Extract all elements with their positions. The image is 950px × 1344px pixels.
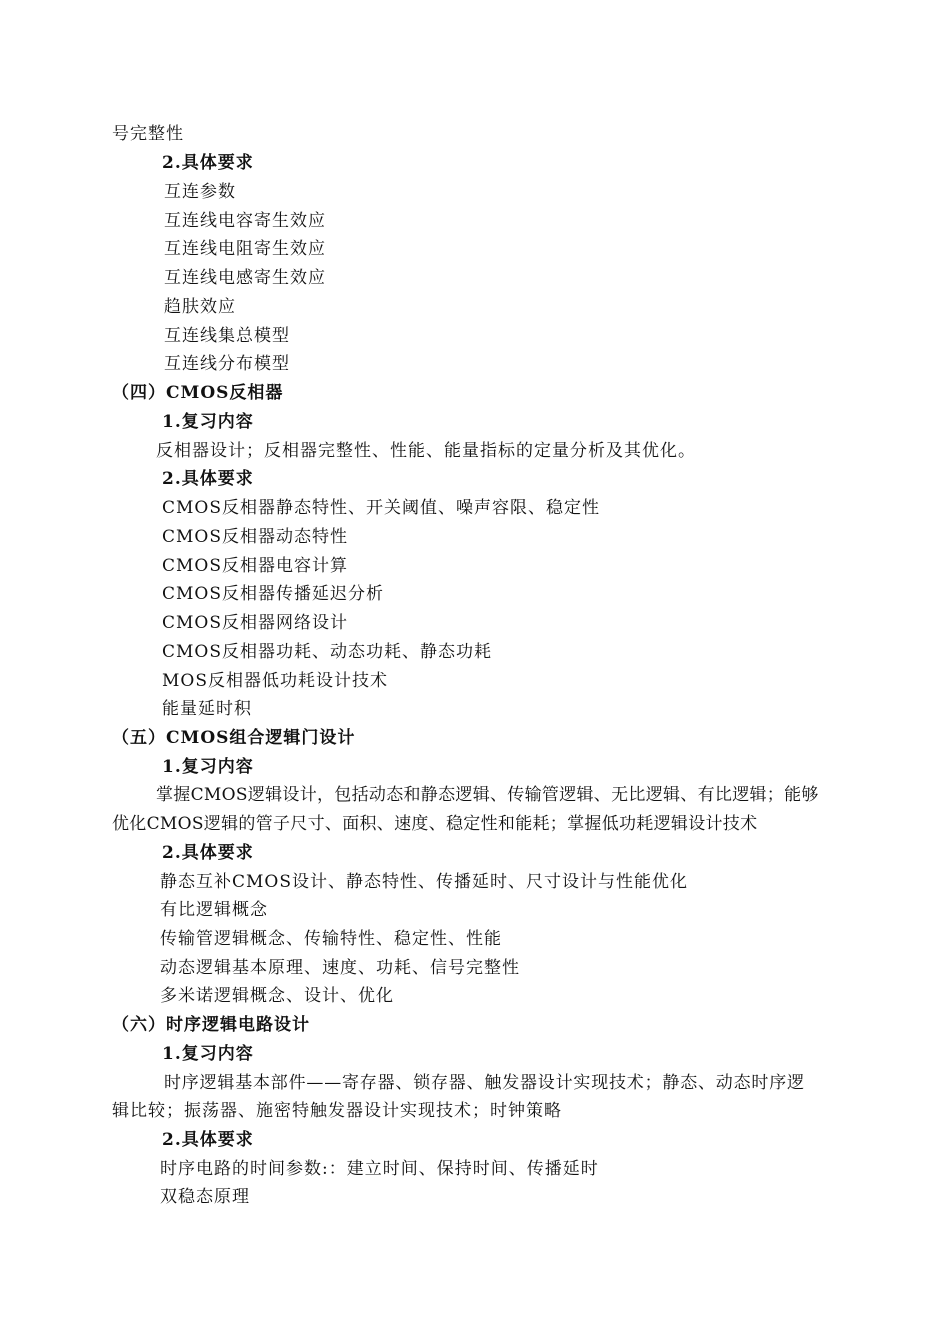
section3-continuation-text: 号完整性 bbox=[112, 124, 184, 144]
section4-requirement-item: CMOS反相器网络设计 bbox=[162, 613, 348, 633]
section5-review-text: 掌握CMOS逻辑设计，包括动态和静态逻辑、传输管逻辑、无比逻辑、有比逻辑；能够 bbox=[156, 785, 819, 805]
section6-requirements-heading: 2.具体要求 bbox=[162, 1130, 254, 1150]
section5-requirement-item: 静态互补CMOS设计、静态特性、传播延时、尺寸设计与性能优化 bbox=[160, 872, 688, 892]
section4-requirement-item: 能量延时积 bbox=[162, 699, 252, 719]
section4-requirement-item: CMOS反相器动态特性 bbox=[162, 527, 348, 547]
section5-title: （五）CMOS组合逻辑门设计 bbox=[112, 728, 356, 748]
section3-requirement-item: 互连线集总模型 bbox=[164, 326, 290, 346]
section6-review-heading: 1.复习内容 bbox=[162, 1044, 254, 1064]
section4-review-heading: 1.复习内容 bbox=[162, 412, 254, 432]
section5-requirement-item: 传输管逻辑概念、传输特性、稳定性、性能 bbox=[160, 929, 502, 949]
section3-requirement-item: 互连线电阻寄生效应 bbox=[164, 239, 326, 259]
section6-requirement-item: 双稳态原理 bbox=[160, 1187, 250, 1207]
section4-requirements-heading: 2.具体要求 bbox=[162, 469, 254, 489]
section5-requirement-item: 多米诺逻辑概念、设计、优化 bbox=[160, 986, 394, 1006]
section4-requirement-item: CMOS反相器传播延迟分析 bbox=[162, 584, 384, 604]
section4-requirement-item: CMOS反相器静态特性、开关阈值、噪声容限、稳定性 bbox=[162, 498, 600, 518]
section3-requirement-item: 互连线电感寄生效应 bbox=[164, 268, 326, 288]
section5-requirement-item: 有比逻辑概念 bbox=[160, 900, 268, 920]
section6-review-text: 时序逻辑基本部件——寄存器、锁存器、触发器设计实现技术；静态、动态时序逻 bbox=[164, 1073, 805, 1093]
section5-requirements-heading: 2.具体要求 bbox=[162, 843, 254, 863]
section4-review-text: 反相器设计；反相器完整性、性能、能量指标的定量分析及其优化。 bbox=[156, 441, 696, 461]
section3-requirement-item: 互连参数 bbox=[164, 182, 236, 202]
section6-requirement-item: 时序电路的时间参数:：建立时间、保持时间、传播延时 bbox=[160, 1159, 599, 1179]
section3-requirement-item: 趋肤效应 bbox=[164, 297, 236, 317]
section3-requirement-item: 互连线电容寄生效应 bbox=[164, 211, 326, 231]
section5-review-text: 优化CMOS逻辑的管子尺寸、面积、速度、稳定性和能耗；掌握低功耗逻辑设计技术 bbox=[112, 814, 758, 834]
section5-review-heading: 1.复习内容 bbox=[162, 757, 254, 777]
section5-requirement-item: 动态逻辑基本原理、速度、功耗、信号完整性 bbox=[160, 958, 520, 978]
section6-review-text: 辑比较；振荡器、施密特触发器设计实现技术；时钟策略 bbox=[112, 1101, 562, 1121]
section6-title: （六）时序逻辑电路设计 bbox=[112, 1015, 310, 1035]
section4-requirement-item: MOS反相器低功耗设计技术 bbox=[162, 671, 388, 691]
section3-requirements-heading: 2.具体要求 bbox=[162, 153, 254, 173]
section4-title: （四）CMOS反相器 bbox=[112, 383, 284, 403]
section4-requirement-item: CMOS反相器功耗、动态功耗、静态功耗 bbox=[162, 642, 492, 662]
section3-requirement-item: 互连线分布模型 bbox=[164, 354, 290, 374]
section4-requirement-item: CMOS反相器电容计算 bbox=[162, 556, 348, 576]
